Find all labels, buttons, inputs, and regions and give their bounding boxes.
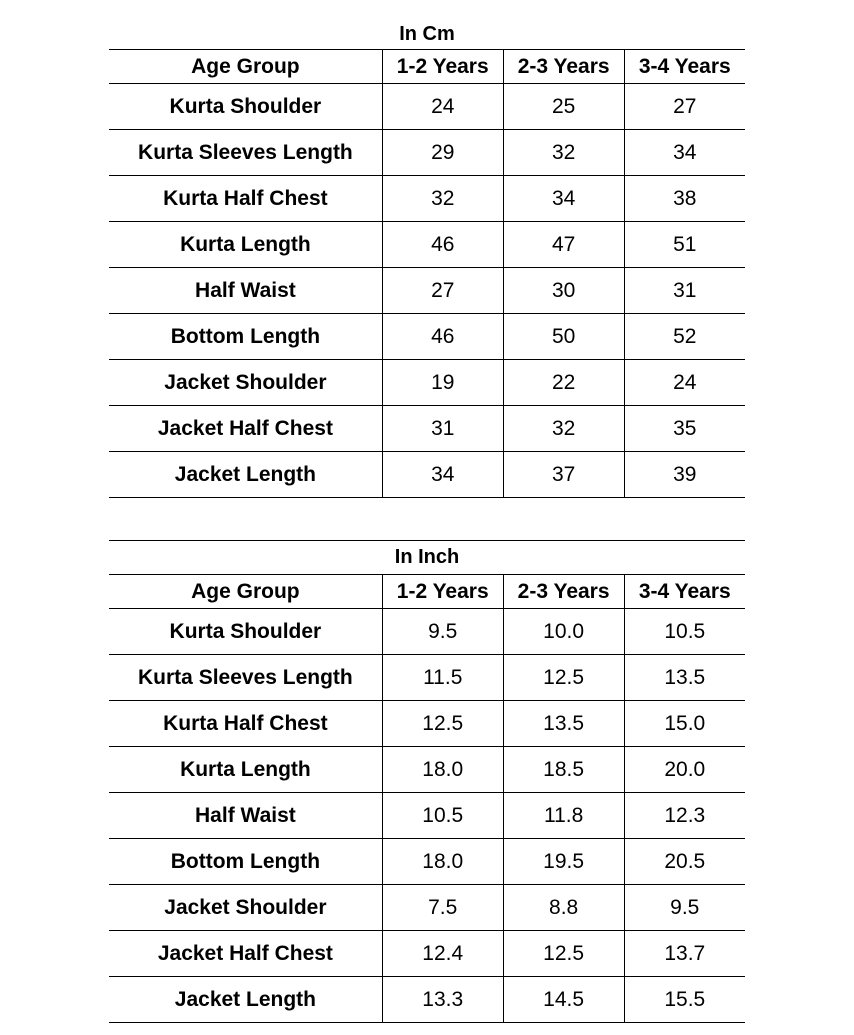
- measurement-value: 13.5: [624, 655, 745, 701]
- table-row: [109, 931, 745, 977]
- measurement-value: 8.8: [503, 885, 624, 931]
- measurement-value: 37: [503, 452, 624, 498]
- measurement-label: Half Waist: [109, 268, 382, 314]
- table-row: [109, 839, 745, 885]
- measurement-value: 47: [503, 222, 624, 268]
- measurement-label: Bottom Length: [109, 314, 382, 360]
- measurement-label: Jacket Shoulder: [109, 360, 382, 406]
- measurement-value: 20.5: [624, 839, 745, 885]
- column-header: 1-2 Years: [382, 50, 503, 84]
- measurement-label: Jacket Half Chest: [109, 931, 382, 977]
- measurement-value: 11.8: [503, 793, 624, 839]
- measurement-value: 38: [624, 176, 745, 222]
- measurement-value: 12.4: [382, 931, 503, 977]
- table-header-row: [109, 50, 745, 84]
- measurement-value: 19.5: [503, 839, 624, 885]
- measurement-value: 34: [503, 176, 624, 222]
- table-row: [109, 747, 745, 793]
- measurement-value: 31: [624, 268, 745, 314]
- measurement-value: 25: [503, 84, 624, 130]
- table-row: [109, 655, 745, 701]
- table-row: [109, 406, 745, 452]
- measurement-label: Jacket Half Chest: [109, 406, 382, 452]
- table-header-row: [109, 575, 745, 609]
- measurement-value: 14.5: [503, 977, 624, 1023]
- measurement-value: 46: [382, 222, 503, 268]
- measurement-value: 9.5: [382, 609, 503, 655]
- measurement-value: 12.5: [382, 701, 503, 747]
- measurement-value: 52: [624, 314, 745, 360]
- table-row: [109, 222, 745, 268]
- size-chart-cm-table: [109, 20, 745, 498]
- table-row: [109, 609, 745, 655]
- measurement-value: 31: [382, 406, 503, 452]
- measurement-label: Kurta Half Chest: [109, 176, 382, 222]
- measurement-value: 27: [624, 84, 745, 130]
- column-header: 2-3 Years: [503, 575, 624, 609]
- table-title-row: [109, 541, 745, 575]
- table-row: [109, 885, 745, 931]
- header-age-group: Age Group: [109, 575, 382, 609]
- measurement-value: 50: [503, 314, 624, 360]
- measurement-value: 24: [624, 360, 745, 406]
- measurement-value: 30: [503, 268, 624, 314]
- measurement-value: 13.5: [503, 701, 624, 747]
- measurement-value: 13.3: [382, 977, 503, 1023]
- header-age-group: Age Group: [109, 50, 382, 84]
- measurement-value: 29: [382, 130, 503, 176]
- measurement-value: 20.0: [624, 747, 745, 793]
- table-row: [109, 977, 745, 1023]
- size-chart-body: [109, 20, 745, 498]
- table-row: [109, 793, 745, 839]
- measurement-value: 15.5: [624, 977, 745, 1023]
- measurement-value: 46: [382, 314, 503, 360]
- measurement-value: 15.0: [624, 701, 745, 747]
- measurement-value: 27: [382, 268, 503, 314]
- measurement-value: 51: [624, 222, 745, 268]
- measurement-label: Kurta Shoulder: [109, 84, 382, 130]
- measurement-value: 13.7: [624, 931, 745, 977]
- measurement-value: 34: [382, 452, 503, 498]
- measurement-value: 22: [503, 360, 624, 406]
- table-title: In Cm: [109, 20, 745, 50]
- measurement-value: 32: [382, 176, 503, 222]
- measurement-value: 32: [503, 406, 624, 452]
- table-row: [109, 84, 745, 130]
- measurement-label: Jacket Length: [109, 977, 382, 1023]
- measurement-value: 35: [624, 406, 745, 452]
- measurement-value: 18.0: [382, 839, 503, 885]
- measurement-label: Jacket Length: [109, 452, 382, 498]
- table-row: [109, 130, 745, 176]
- measurement-label: Kurta Sleeves Length: [109, 655, 382, 701]
- measurement-label: Kurta Length: [109, 747, 382, 793]
- column-header: 3-4 Years: [624, 575, 745, 609]
- column-header: 3-4 Years: [624, 50, 745, 84]
- measurement-value: 34: [624, 130, 745, 176]
- measurement-label: Half Waist: [109, 793, 382, 839]
- measurement-label: Jacket Shoulder: [109, 885, 382, 931]
- measurement-value: 10.5: [382, 793, 503, 839]
- size-chart-body: [109, 541, 745, 1023]
- table-row: [109, 360, 745, 406]
- measurement-value: 32: [503, 130, 624, 176]
- table-row: [109, 314, 745, 360]
- measurement-value: 24: [382, 84, 503, 130]
- measurement-label: Kurta Half Chest: [109, 701, 382, 747]
- measurement-value: 12.5: [503, 655, 624, 701]
- measurement-label: Kurta Sleeves Length: [109, 130, 382, 176]
- measurement-value: 18.5: [503, 747, 624, 793]
- measurement-label: Kurta Shoulder: [109, 609, 382, 655]
- measurement-value: 18.0: [382, 747, 503, 793]
- table-title: In Inch: [109, 541, 745, 575]
- table-row: [109, 452, 745, 498]
- measurement-value: 7.5: [382, 885, 503, 931]
- table-title-row: [109, 20, 745, 50]
- measurement-value: 12.3: [624, 793, 745, 839]
- table-row: [109, 701, 745, 747]
- table-row: [109, 176, 745, 222]
- measurement-value: 10.0: [503, 609, 624, 655]
- measurement-value: 10.5: [624, 609, 745, 655]
- measurement-label: Kurta Length: [109, 222, 382, 268]
- measurement-value: 12.5: [503, 931, 624, 977]
- measurement-value: 11.5: [382, 655, 503, 701]
- table-row: [109, 268, 745, 314]
- measurement-value: 39: [624, 452, 745, 498]
- measurement-label: Bottom Length: [109, 839, 382, 885]
- column-header: 1-2 Years: [382, 575, 503, 609]
- column-header: 2-3 Years: [503, 50, 624, 84]
- measurement-value: 9.5: [624, 885, 745, 931]
- measurement-value: 19: [382, 360, 503, 406]
- size-chart-inch-table: [109, 540, 745, 1023]
